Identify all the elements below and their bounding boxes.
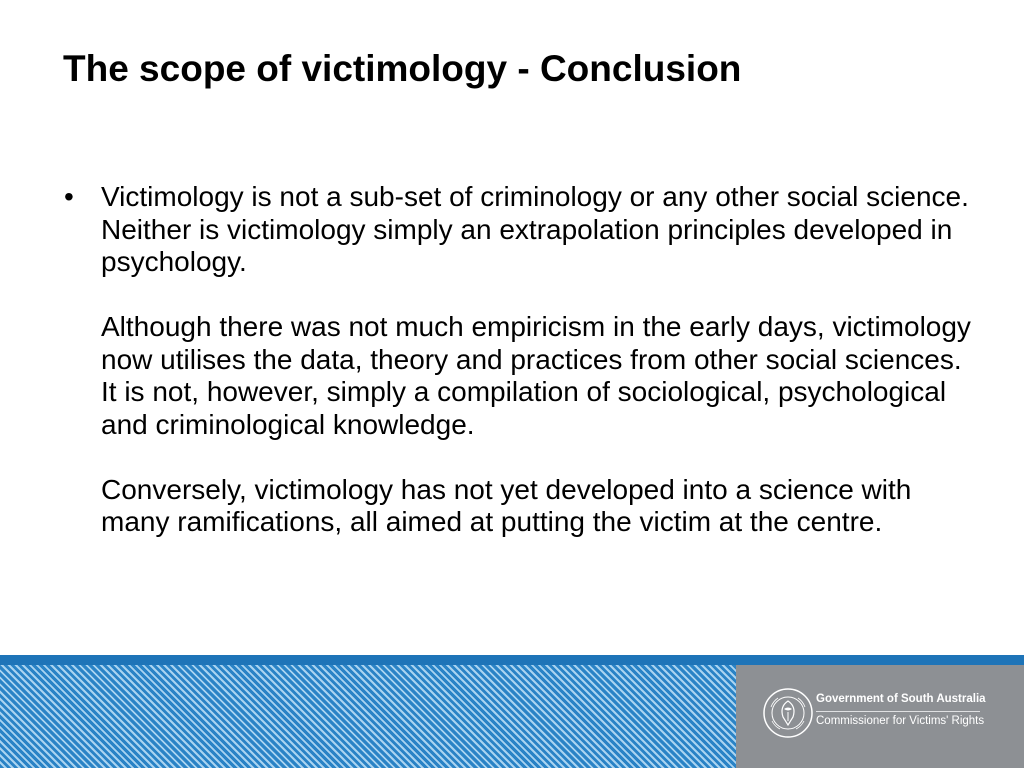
slide-title: The scope of victimology - Conclusion [63,48,742,89]
footer-logo-panel [736,665,1024,768]
footer-divider [816,711,980,712]
paragraph-empiricism: Although there was not much empiricism in the early days, victimology now utilises the data, theory and practices from other social sciences. It is not, however, simply a compilation of sociological, psychological and criminological knowledge. [101,311,971,440]
agency-name: Commissioner for Victims' Rights [816,715,985,727]
bullet-marker: • [64,181,74,212]
paragraph-conversely: Conversely, victimology has not yet developed into a science with many ramifications, all aimed at putting the victim at the centre. [101,473,912,537]
government-name: Government of South Australia [816,693,986,705]
south-australia-crest-icon [762,687,814,739]
footer-top-line [0,655,1024,665]
paragraph-definition: Victimology is not a sub-set of criminology or any other social science. Neither is victimology simply an extrapolation principles developed in psychology. [101,181,969,277]
bullet-content [101,181,981,539]
footer-banner [0,655,1024,768]
footer-stripe-pattern [0,665,736,768]
